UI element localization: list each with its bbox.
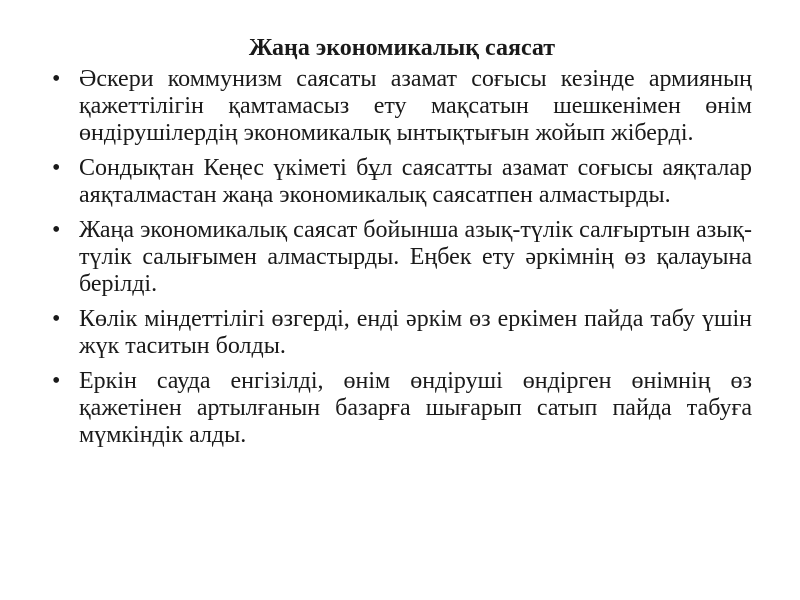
bullet-item	[52, 217, 752, 298]
bullet-text: Жаңа экономикалық саясат бойынша азық-түлік салғыртын азық-түлік салығымен алмастырды. Еңбек ету әркімнің өз қалауына берілді.	[79, 217, 752, 297]
bullet-point-icon: •	[52, 368, 61, 394]
bullet-point-icon: •	[52, 217, 61, 243]
bullet-text: Көлік міндеттілігі өзгерді, енді әркім өз еркімен пайда табу үшін жүк таситын болды.	[79, 306, 752, 359]
bullet-item	[52, 306, 752, 360]
bullet-point-icon: •	[52, 306, 61, 332]
bullet-point-icon: •	[52, 66, 61, 92]
bullet-item	[52, 155, 752, 209]
bullet-text: Сондықтан Кеңес үкіметі бұл саясатты азамат соғысы аяқталар аяқталмастан жаңа экономикалық саясатпен алмастырды.	[79, 155, 752, 208]
slide-title: Жаңа экономикалық саясат	[248, 35, 556, 61]
bullet-item	[52, 66, 752, 147]
bullet-item	[52, 368, 752, 449]
bullet-text: Еркін сауда енгізілді, өнім өндіруші өндірген өнімнің өз қажетінен артылғанын базарға шығарып сатып пайда табуға мүмкіндік алды.	[79, 368, 752, 448]
bullet-text: Әскери коммунизм саясаты азамат соғысы кезінде армияның қажеттілігін қамтамасыз ету мақсатын шешкенімен өнім өндірушілердің экономикалық ынтықтығын жойып жіберді.	[79, 66, 752, 146]
bullet-point-icon: •	[52, 155, 61, 181]
bullet-list	[52, 66, 752, 449]
